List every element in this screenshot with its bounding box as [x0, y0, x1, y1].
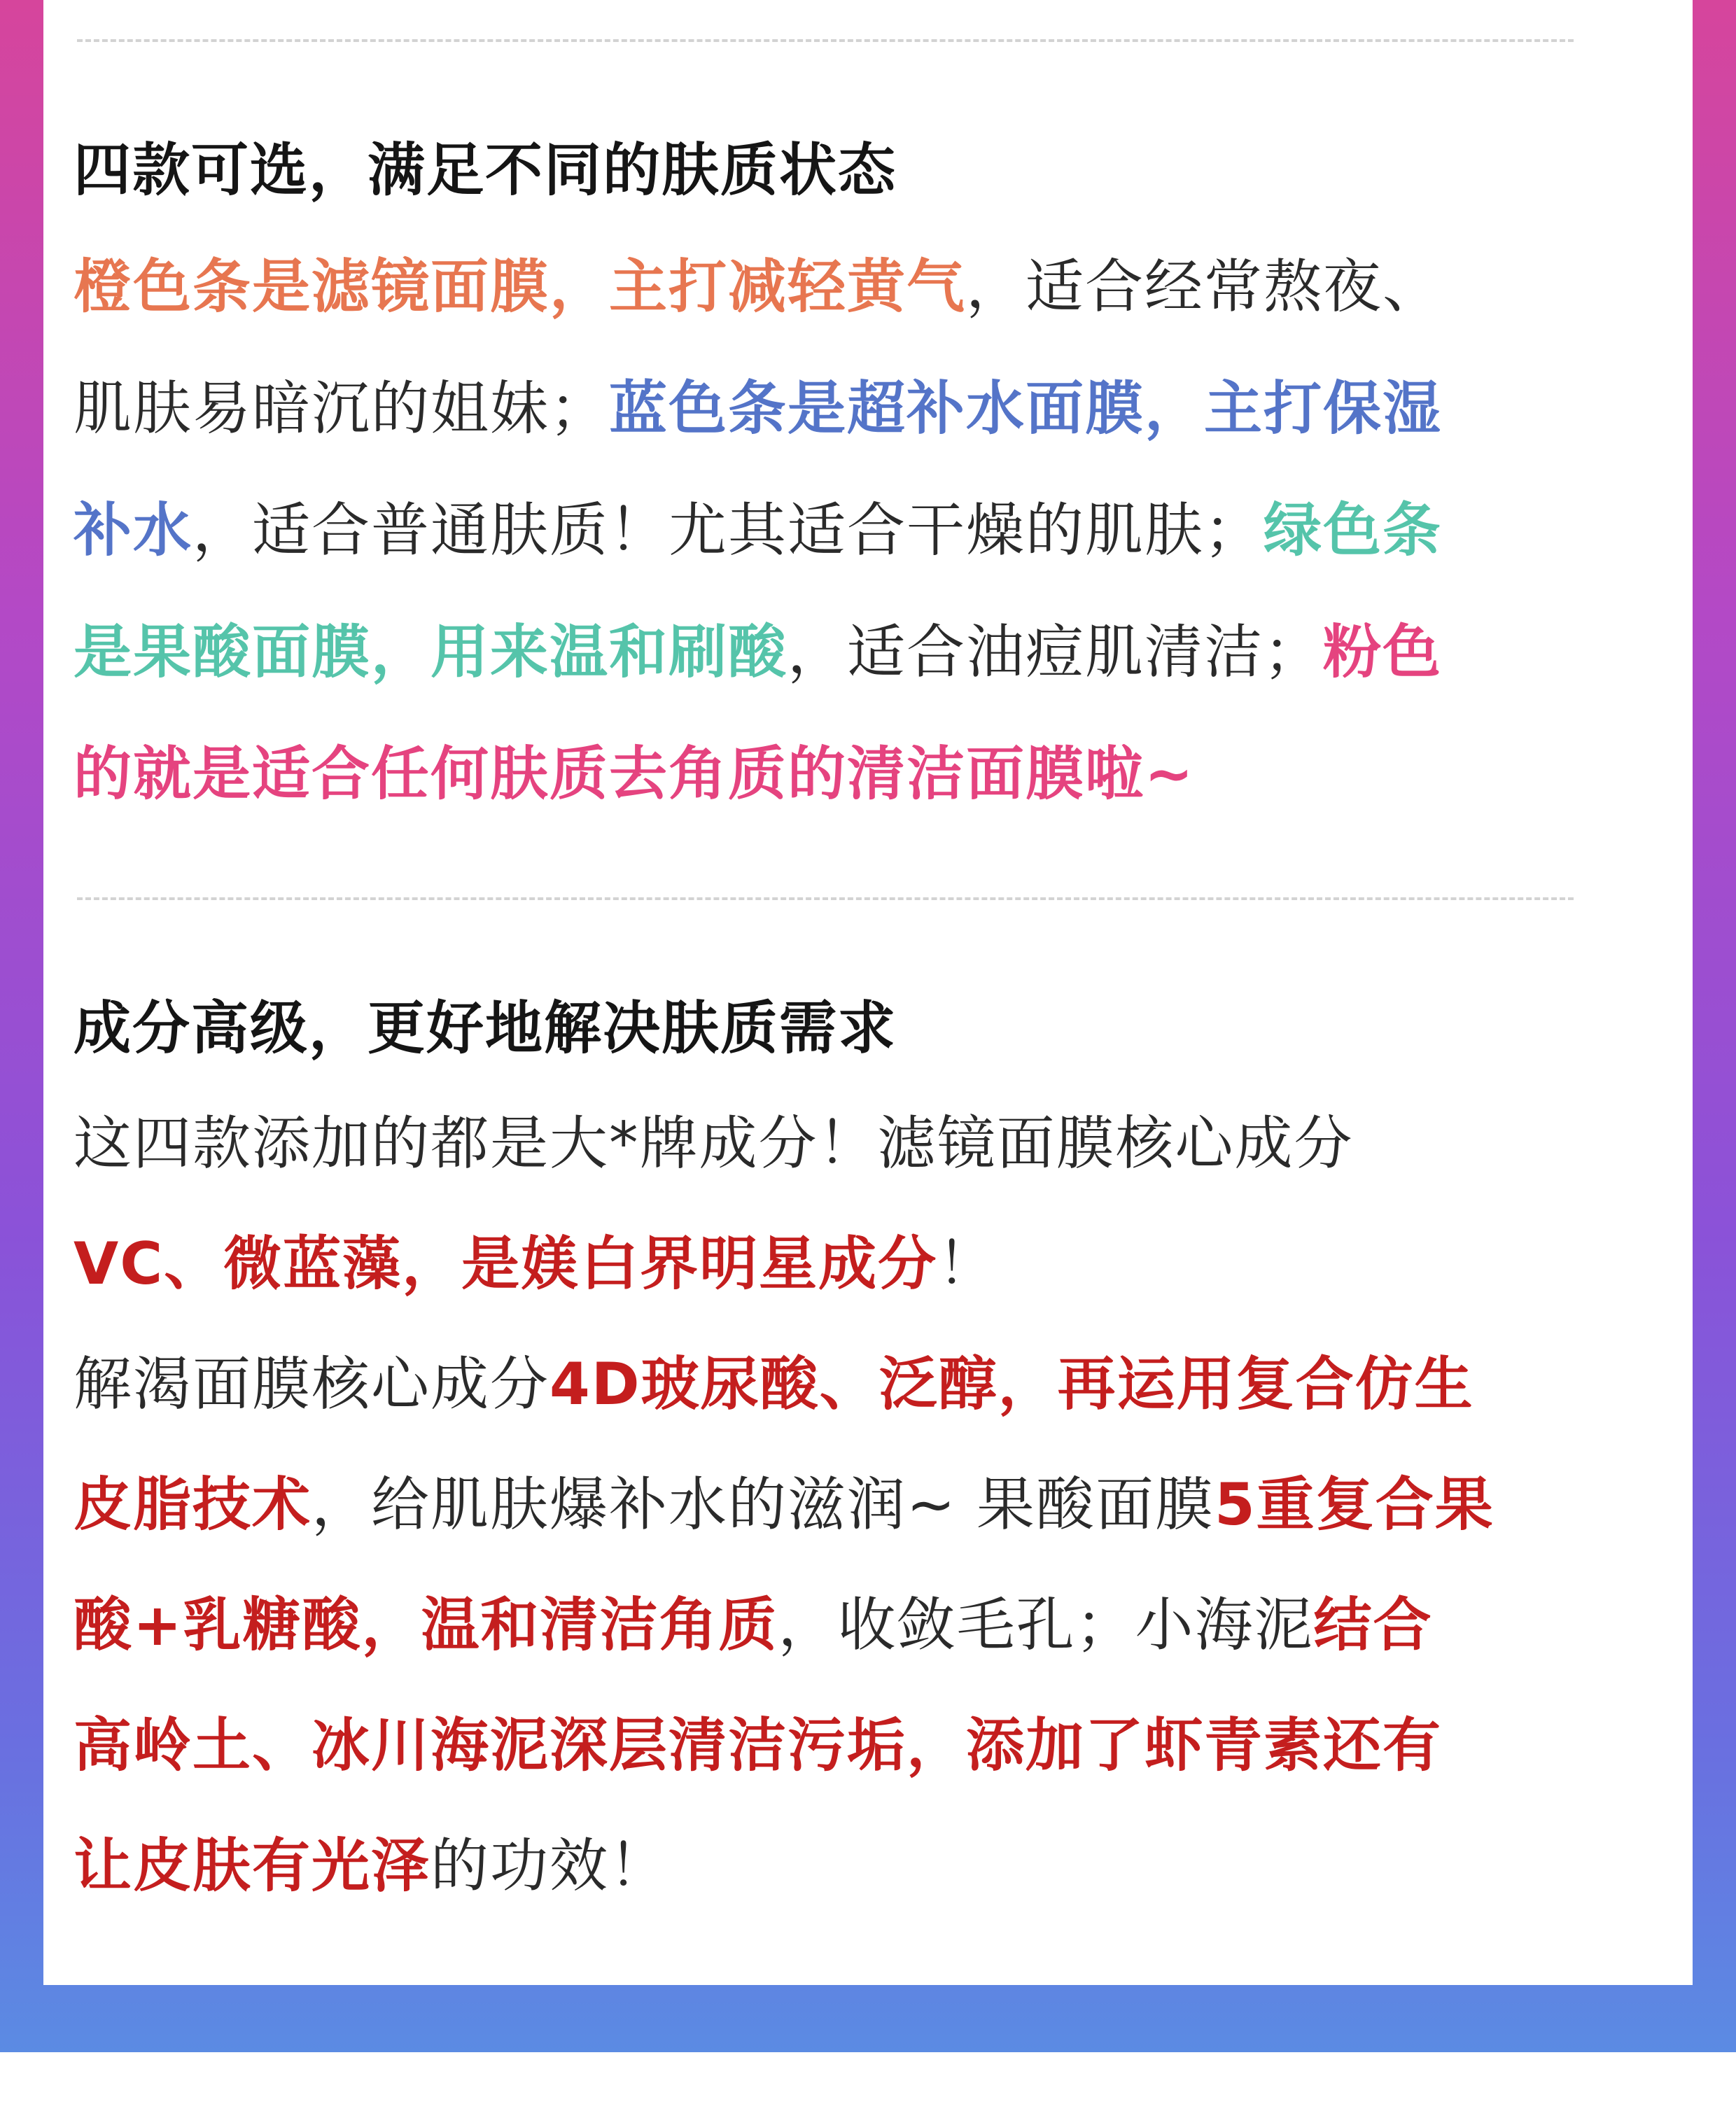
paragraph-line: [74, 1685, 1648, 1806]
paragraph-line: [74, 348, 1648, 470]
section2-heading: 成分高级，更好地解决肤质需求: [74, 995, 897, 1062]
section2-paragraph: [74, 1083, 1648, 1926]
highlighted-text: 5重复合果: [1214, 1471, 1494, 1538]
highlighted-text: 结合: [1313, 1591, 1433, 1659]
highlighted-text: 橙色条是滤镜面膜，主打减轻黄气: [74, 253, 966, 321]
paragraph-line: [74, 1204, 1648, 1324]
paragraph-line: [74, 226, 1648, 348]
body-text: ，适合普通肤质！尤其适合干燥的肌肤；: [192, 496, 1264, 564]
highlighted-text: 粉色: [1323, 618, 1442, 686]
highlighted-text: 皮脂技术: [74, 1471, 312, 1538]
paragraph-line: [74, 1445, 1648, 1565]
highlighted-text: 蓝色条是超补水面膜，主打保湿: [609, 374, 1442, 442]
highlighted-text: 是果酸面膜，用来温和刷酸: [74, 618, 788, 686]
paragraph-line: [74, 470, 1648, 591]
highlighted-text: 的就是适合任何肤质去角质的清洁面膜啦~: [74, 740, 1195, 808]
top-divider: [77, 39, 1574, 42]
section1-paragraph: [74, 226, 1648, 835]
paragraph-line: [74, 1083, 1648, 1204]
body-text: ，适合经常熬夜、: [966, 253, 1442, 321]
body-text: 解渴面膜核心成分: [74, 1350, 550, 1418]
highlighted-text: 高岭土、冰川海泥深层清洁污垢，添加了虾青素还有: [74, 1711, 1442, 1779]
paragraph-line: [74, 713, 1648, 835]
highlighted-text: 4D玻尿酸、泛醇，再运用复合仿生: [550, 1350, 1474, 1418]
middle-divider: [77, 897, 1574, 900]
paragraph-line: [74, 591, 1648, 713]
highlighted-text: 酸+乳糖酸，温和清洁角质: [74, 1591, 778, 1659]
highlighted-text: 补水: [74, 496, 192, 564]
body-text: 的功效！: [430, 1832, 668, 1900]
body-text: ，适合油痘肌清洁；: [788, 618, 1323, 686]
body-text: ，给肌肤爆补水的滋润~ 果酸面膜: [312, 1471, 1214, 1538]
paragraph-line: [74, 1806, 1648, 1926]
highlighted-text: VC、微蓝藻，是媄白界明星成分: [74, 1230, 938, 1298]
section1-heading: 四款可选，满足不同的肤质状态: [74, 137, 897, 204]
body-text: ，收敛毛孔；小海泥: [778, 1591, 1314, 1659]
highlighted-text: 绿色条: [1264, 496, 1442, 564]
paragraph-line: [74, 1565, 1648, 1685]
body-text: 肌肤易暗沉的姐妹；: [74, 374, 609, 442]
body-text: 这四款添加的都是大*牌成分！滤镜面膜核心成分: [74, 1109, 1354, 1177]
paragraph-line: [74, 1324, 1648, 1445]
highlighted-text: 让皮肤有光泽: [74, 1832, 430, 1900]
body-text: ！: [937, 1230, 997, 1298]
